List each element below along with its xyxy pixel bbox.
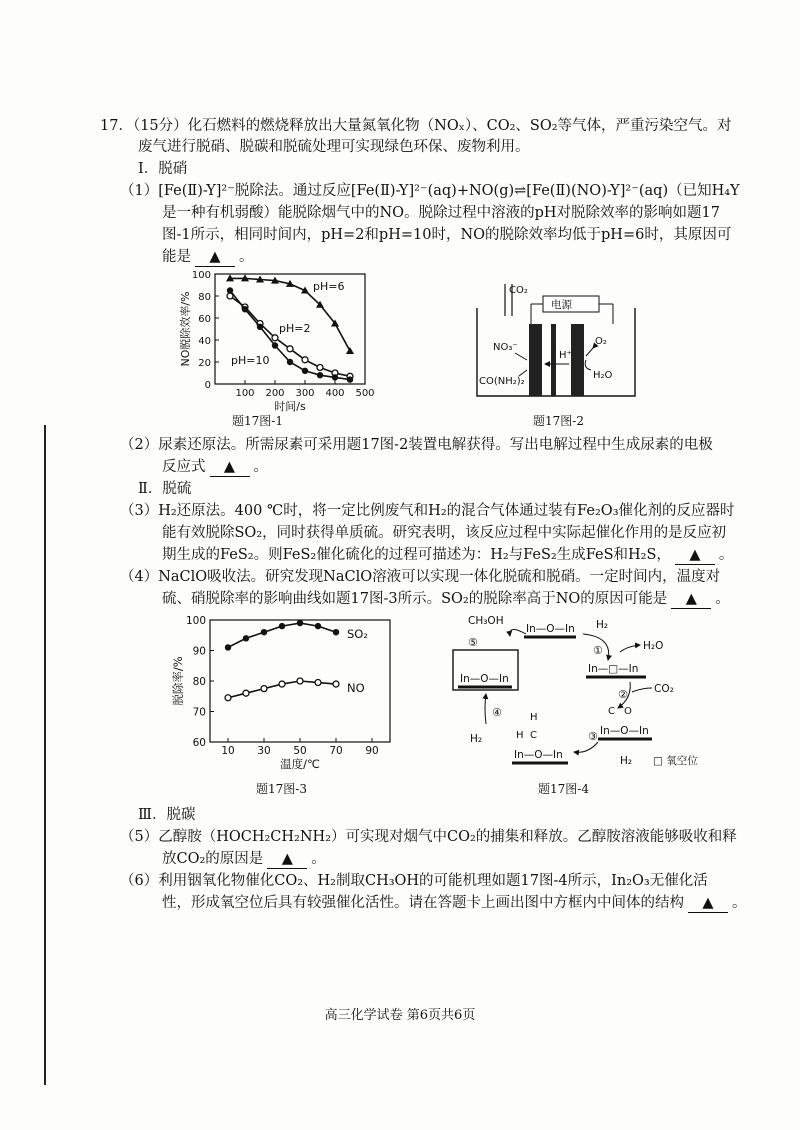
answer-blank-2[interactable]: ▲	[210, 458, 250, 477]
anode	[571, 324, 584, 396]
part2-line1: （2）尿素还原法。所需尿素可采用题17图-2装置电解获得。写出电解过程中生成尿素的电极	[120, 437, 713, 453]
fig2-urea-label: CO(NH₂)₂	[479, 376, 525, 387]
fig4-formate-base: In—O—In	[514, 749, 563, 761]
x-tick-label: 400	[325, 388, 345, 399]
x-tick-label: 90	[365, 745, 379, 757]
data-point	[279, 623, 285, 629]
x-tick-label: 10	[221, 745, 235, 757]
series-label: pH=2	[279, 322, 311, 335]
y-tick-label: 60	[198, 314, 211, 325]
data-point	[317, 372, 323, 378]
fig4-adsorbed-c: C	[608, 706, 615, 717]
part3-line3: 期生成的FeS₂。则FeS₂催化硫化的过程可描述为：H₂与FeS₂生成FeS和H₂S， ▲ 。	[162, 547, 734, 563]
answer-blank-5[interactable]: ▲	[267, 850, 307, 869]
data-point	[302, 368, 308, 374]
series-label: pH=6	[313, 280, 345, 293]
answer-blank-6[interactable]: ▲	[688, 894, 728, 913]
cathode	[529, 324, 542, 396]
y-tick-label: 70	[192, 706, 206, 719]
figure-17-1-chart	[175, 268, 375, 413]
binding-margin-line	[44, 425, 46, 1085]
section-2-heading: Ⅱ．脱硫	[138, 481, 192, 497]
part3-line2: 能有效脱除SO₂，同时获得单质硫。研究表明，该反应过程中实际起催化作用的是反应初	[162, 525, 727, 541]
data-point	[272, 342, 278, 348]
data-point	[242, 306, 248, 312]
y-tick-label: 40	[198, 336, 211, 347]
answer-blank-3[interactable]: ▲	[675, 546, 715, 565]
data-point	[287, 346, 293, 352]
part4-line2: 硫、硝脱除率的影响曲线如题17图-3所示。SO₂的脱除率高于NO的原因可能是 ▲ 。	[162, 591, 730, 607]
fig4-step5: ⑤	[468, 636, 478, 649]
x-tick-label: 50	[293, 745, 307, 757]
fig4-top-species: In—O—In	[526, 623, 575, 635]
y-tick-label: 100	[185, 615, 206, 627]
data-point	[347, 376, 353, 382]
membrane	[551, 324, 556, 396]
y-axis-label: NO脱除效率/%	[179, 291, 192, 367]
series-label: pH=10	[231, 354, 270, 367]
fig4-step3: ③	[588, 730, 598, 743]
part6-line2: 性，形成氧空位后具有较强催化活性。请在答题卡上画出图中方框内中间体的结构 ▲ 。	[162, 895, 747, 911]
x-tick-label: 500	[355, 388, 375, 399]
data-point	[317, 365, 323, 371]
y-tick-label: 60	[192, 737, 206, 749]
data-point	[315, 680, 321, 686]
fig4-formate-c: C	[530, 730, 537, 741]
y-tick-label: 80	[192, 676, 206, 688]
x-axis-label: 时间/s	[274, 400, 306, 413]
data-point	[225, 644, 231, 650]
part1-line4: 能是 ▲ 。	[162, 249, 254, 265]
part4-line1: （4）NaClO吸收法。研究发现NaClO溶液可以实现一体化脱硫和脱硝。一定时间内，温度对	[120, 569, 721, 585]
data-point	[332, 374, 338, 380]
part3-line1: （3）H₂还原法。400 ℃时，将一定比例废气和H₂的混合气体通过装有Fe₂O₃催化剂的反应器时	[120, 503, 735, 519]
y-tick-label: 90	[192, 645, 206, 658]
part1-line3: 图-1所示，相同时间内，pH=2和pH=10时，NO的脱除效率均低于pH=6时，其原因可	[162, 227, 732, 243]
data-point	[297, 620, 303, 626]
figure-17-2-caption: 题17图-2	[533, 414, 584, 428]
data-point	[243, 635, 249, 641]
fig4-adsorbed-o: O	[624, 706, 632, 717]
data-point	[302, 357, 308, 363]
figure-17-1-caption: 题17图-1	[232, 414, 283, 428]
part1-line2: 是一种有机弱酸）能脱除烟气中的NO。脱除过程中溶液的pH对脱除效率的影响如题17	[162, 205, 720, 221]
y-axis-label: 脱除率/%	[171, 656, 185, 706]
part5-line2: 放CO₂的原因是 ▲ 。	[162, 851, 326, 867]
section-1-heading: Ⅰ．脱硝	[138, 161, 188, 177]
fig2-proton-label: H⁺	[559, 350, 572, 361]
fig2-co2-label: CO₂	[509, 285, 528, 296]
data-point	[287, 359, 293, 365]
data-point	[333, 629, 339, 635]
fig4-h2-left: H₂	[470, 733, 483, 745]
fig2-power-label: 电源	[551, 299, 572, 311]
answer-blank-1[interactable]: ▲	[195, 248, 235, 267]
part6-line1: （6）利用铟氧化物催化CO₂、H₂制取CH₃OH的可能机理如题17图-4所示，In₂O₃无催化活	[120, 873, 708, 889]
y-tick-label: 20	[198, 358, 211, 369]
data-point	[346, 347, 354, 354]
fig4-step4: ④	[492, 706, 502, 719]
fig4-step2: ②	[618, 688, 628, 701]
page-footer: 高三化学试卷 第6页共6页	[324, 1008, 476, 1023]
data-point	[243, 690, 249, 696]
q17-line2: 废气进行脱硝、脱碳和脱硫处理可实现绿色环保、废物利用。	[138, 139, 530, 155]
y-tick-label: 0	[204, 380, 211, 391]
data-point	[225, 695, 231, 701]
part1-line1: （1）[Fe(Ⅱ)-Y]²⁻脱除法。通过反应[Fe(Ⅱ)-Y]²⁻(aq)+NO(g)⇌[Fe(Ⅱ)(NO)-Y]²⁻(aq)（已知H₄Y	[120, 183, 740, 199]
figure-17-3-chart	[165, 612, 395, 772]
part2-line2: 反应式 ▲ 。	[162, 459, 268, 475]
section-3-heading: Ⅲ．脱碳	[138, 807, 196, 823]
data-point	[227, 287, 233, 293]
x-tick-label: 100	[235, 388, 255, 399]
data-point	[272, 335, 278, 341]
fig4-h2-top: H₂	[596, 619, 609, 631]
fig4-adsorbed-base: In—O—In	[600, 725, 649, 737]
fig4-vacancy-species: In—□—In	[588, 663, 639, 675]
q17-line1: 17．（15分）化石燃料的燃烧释放出大量氮氧化物（NOₓ）、CO₂、SO₂等气体，严重污染空气。对	[100, 118, 732, 134]
series-label: NO	[347, 681, 365, 695]
fig4-legend: □ 氧空位	[653, 755, 698, 767]
answer-blank-4[interactable]: ▲	[671, 590, 711, 609]
data-point	[257, 324, 263, 330]
fig4-co2: CO₂	[654, 683, 674, 695]
x-tick-label: 30	[257, 745, 271, 757]
fig2-water-label: H₂O	[593, 370, 613, 381]
part5-line1: （5）乙醇胺（HOCH₂CH₂NH₂）可实现对烟气中CO₂的捕集和释放。乙醇胺溶液能够吸收和释	[120, 829, 737, 845]
fig4-h2-right: H₂	[620, 755, 633, 767]
x-axis-label: 温度/℃	[280, 757, 320, 771]
figure-17-3-caption: 题17图-3	[256, 782, 307, 796]
fig4-formate-h2: H	[516, 730, 524, 741]
series-label: SO₂	[347, 627, 368, 641]
fig4-formate-h: H	[530, 712, 538, 723]
figure-17-2-electrolysis	[475, 278, 655, 398]
fig4-methanol: CH₃OH	[468, 615, 504, 627]
data-point	[333, 681, 339, 687]
fig4-step1: ①	[593, 644, 603, 657]
x-tick-label: 200	[265, 388, 285, 399]
data-point	[297, 678, 303, 684]
x-tick-label: 300	[295, 388, 315, 399]
figure-17-4-caption: 题17图-4	[538, 782, 589, 796]
x-tick-label: 70	[329, 745, 343, 757]
y-tick-label: 100	[191, 270, 211, 281]
data-point	[315, 623, 321, 629]
fig2-o2-label: O₂	[595, 336, 607, 347]
y-tick-label: 80	[198, 292, 211, 303]
data-point	[261, 629, 267, 635]
data-point	[261, 686, 267, 692]
figure-17-4-mechanism	[448, 612, 748, 772]
fig4-water: H₂O	[643, 640, 664, 652]
data-point	[279, 681, 285, 687]
fig4-box-species: In—O—In	[460, 673, 509, 685]
fig2-nitrate-label: NO₃⁻	[493, 342, 518, 353]
